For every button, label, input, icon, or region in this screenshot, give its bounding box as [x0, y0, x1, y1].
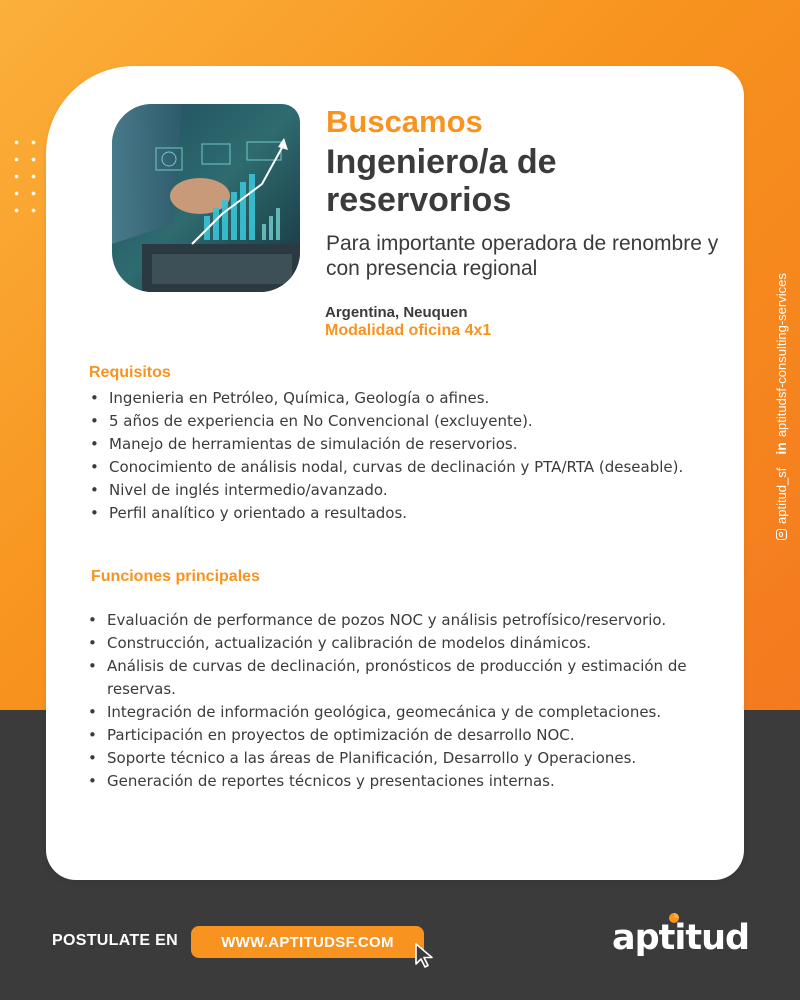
linkedin-icon: in	[773, 442, 789, 455]
list-item: • Conocimiento de análisis nodal, curvas de declinación y PTA/RTA (deseable).	[89, 456, 689, 479]
list-item: • Soporte técnico a las áreas de Planificación, Desarrollo y Operaciones.	[87, 747, 687, 770]
job-location: Argentina, Neuquen	[325, 304, 468, 321]
list-item: • 5 años de experiencia en No Convencional (excluyente).	[89, 410, 689, 433]
cursor-arrow-icon	[414, 942, 436, 968]
job-subtitle: Para importante operadora de renombre y con presencia regional	[326, 232, 719, 280]
list-item: • Análisis de curvas de declinación, pronósticos de producción y estimación de reservas.	[87, 655, 687, 701]
instagram-icon	[776, 529, 787, 540]
functions-list	[87, 609, 687, 793]
linkedin-handle[interactable]: aptitudsf-consulting-services	[773, 273, 789, 438]
instagram-handle[interactable]: aptitud_sf	[773, 467, 789, 524]
list-item: • Manejo de herramientas de simulación de reservorios.	[89, 433, 689, 456]
requirements-list	[89, 387, 689, 525]
list-item: • Generación de reportes técnicos y presentaciones internas.	[87, 770, 687, 793]
work-modality: Modalidad oficina 4x1	[325, 322, 492, 339]
list-item: • Participación en proyectos de optimización de desarrollo NOC.	[87, 724, 687, 747]
list-item: • Evaluación de performance de pozos NOC y análisis petrofísico/reservorio.	[87, 609, 687, 632]
job-title: Ingeniero/a de reservorios	[326, 143, 557, 219]
eyebrow-heading: Buscamos	[326, 104, 483, 139]
website-link-button[interactable]: WWW.APTITUDSF.COM	[191, 926, 424, 958]
brand-logo: aptitud	[612, 918, 750, 958]
analytics-photo	[112, 104, 300, 292]
list-item: • Integración de información geológica, geomecánica y de completaciones.	[87, 701, 687, 724]
list-item: • Construcción, actualización y calibración de modelos dinámicos.	[87, 632, 687, 655]
list-item: • Ingenieria en Petróleo, Química, Geología o afines.	[89, 387, 689, 410]
apply-label: POSTULATE EN	[52, 932, 178, 949]
social-handles	[770, 230, 792, 540]
list-item: • Perfil analítico y orientado a resultados.	[89, 502, 689, 525]
list-item: • Nivel de inglés intermedio/avanzado.	[89, 479, 689, 502]
requirements-heading: Requisitos	[89, 364, 171, 381]
functions-heading: Funciones principales	[91, 568, 260, 585]
